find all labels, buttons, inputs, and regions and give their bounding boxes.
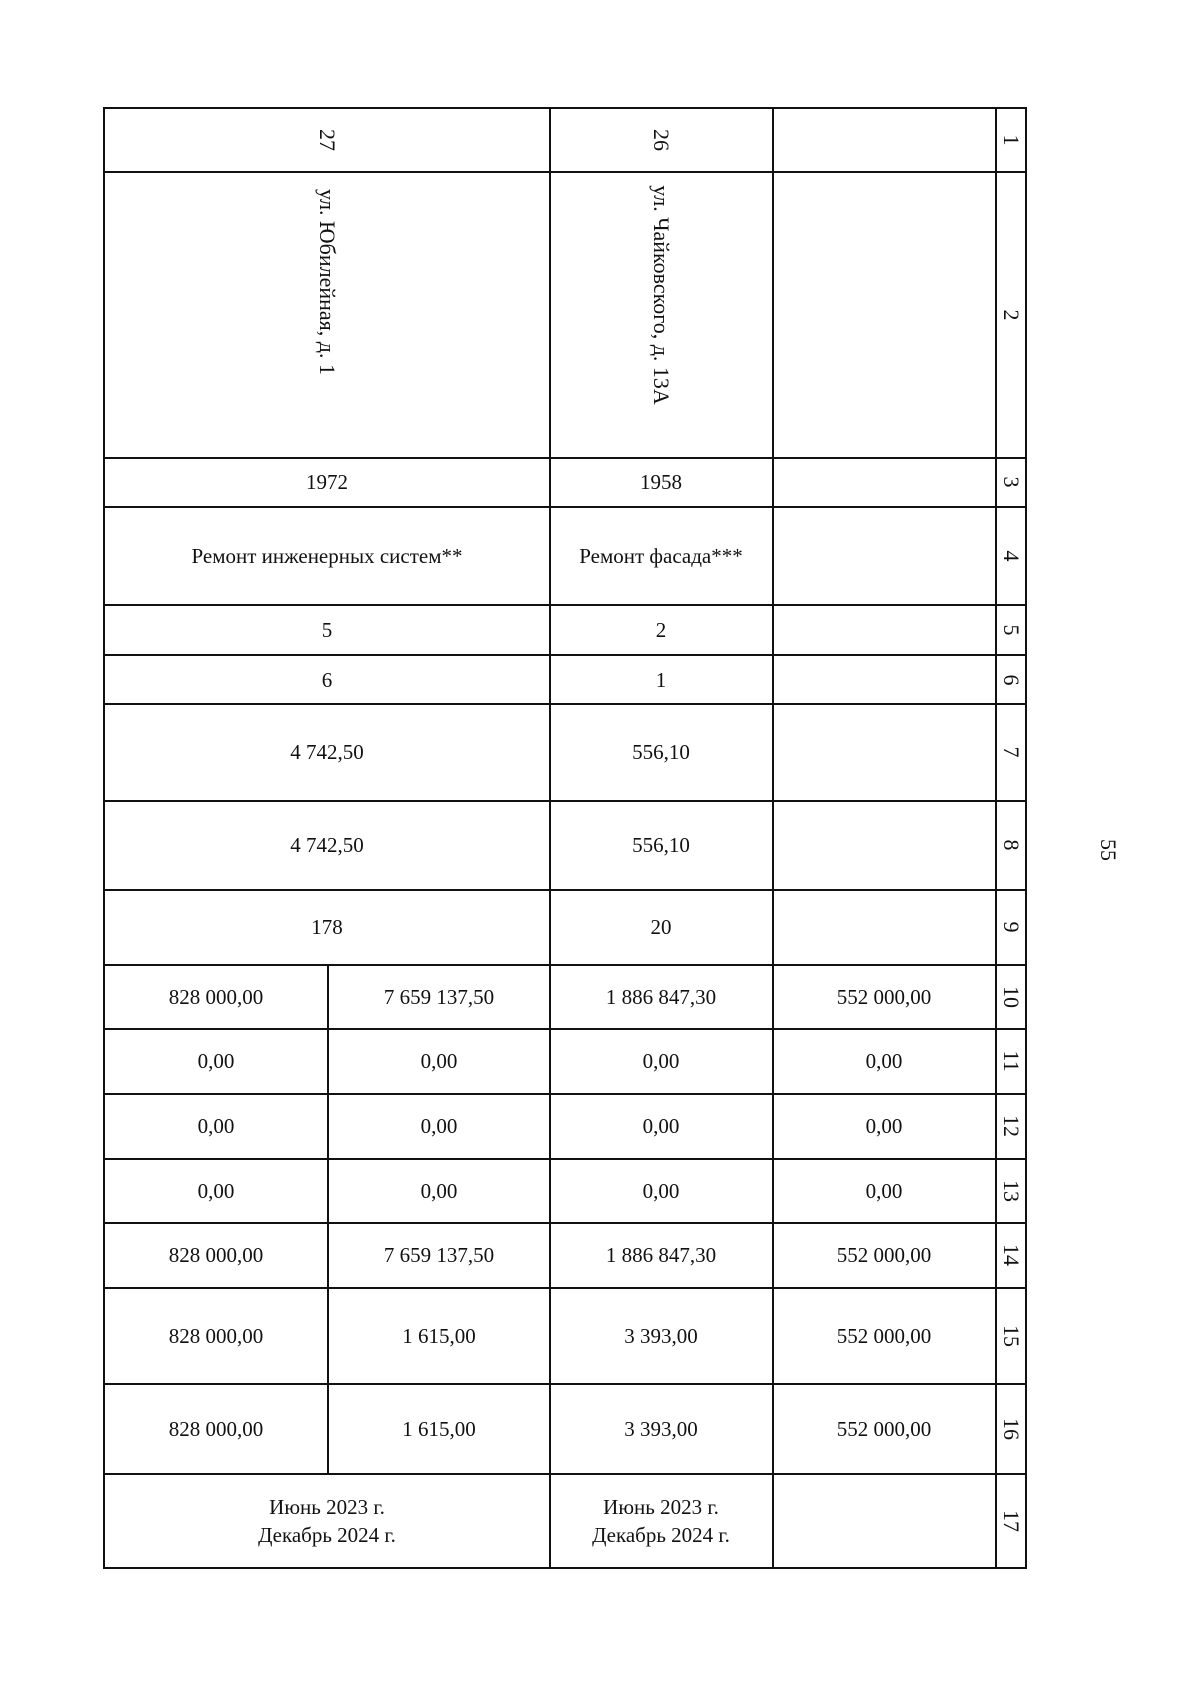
entry-27-row11-b: 0,00 xyxy=(420,1049,458,1073)
column-number-14: 14 xyxy=(999,1244,1024,1266)
entry-27-floors: 5 xyxy=(321,618,333,642)
column-number-17: 17 xyxy=(999,1510,1024,1532)
entry-27-row10-b: 7 659 137,50 xyxy=(383,985,495,1009)
entry-26-year: 1958 xyxy=(640,470,682,494)
column-number-12: 12 xyxy=(999,1115,1024,1137)
column-number-6: 6 xyxy=(999,674,1024,686)
column-number-10: 10 xyxy=(999,986,1024,1008)
entry-26-row10: 1 886 847,30 xyxy=(605,985,717,1009)
column-number-13: 13 xyxy=(999,1180,1024,1202)
entry-26-row11: 0,00 xyxy=(642,1049,680,1073)
entry-26-row13: 0,00 xyxy=(642,1179,680,1203)
entry-27-row13-b: 0,00 xyxy=(420,1179,458,1203)
column-number-4: 4 xyxy=(999,550,1024,562)
entry-27-year: 1972 xyxy=(306,470,348,494)
right-row14: 552 000,00 xyxy=(836,1243,932,1267)
right-row11: 0,00 xyxy=(865,1049,903,1073)
entry-27-row12-a: 0,00 xyxy=(197,1114,235,1138)
entry-27-entrances: 6 xyxy=(321,668,333,692)
entry-27-row14-b: 7 659 137,50 xyxy=(383,1243,495,1267)
entry-27-row16-b: 1 615,00 xyxy=(402,1417,476,1441)
entry-26-row15: 3 393,00 xyxy=(624,1324,698,1348)
entry-27-row10-a: 828 000,00 xyxy=(168,985,264,1009)
entry-27-area-total: 4 742,50 xyxy=(290,740,364,764)
column-number-15: 15 xyxy=(999,1325,1024,1347)
right-row13: 0,00 xyxy=(865,1179,903,1203)
entry-27-row16-a: 828 000,00 xyxy=(168,1417,264,1441)
entry-26-address: ул. Чайковского, д. 13А xyxy=(649,185,674,405)
entry-26-residents: 20 xyxy=(650,915,672,939)
entry-27-dates: Июнь 2023 г. Декабрь 2024 г. xyxy=(258,1495,396,1547)
entry-27-number: 27 xyxy=(315,129,340,151)
column-number-9: 9 xyxy=(999,921,1024,933)
entry-27-area-living: 4 742,50 xyxy=(290,833,364,857)
entry-26-number: 26 xyxy=(649,129,674,151)
right-row16: 552 000,00 xyxy=(836,1417,932,1441)
entry-26-row12: 0,00 xyxy=(642,1114,680,1138)
entry-27-row12-b: 0,00 xyxy=(420,1114,458,1138)
column-number-2: 2 xyxy=(999,309,1024,321)
entry-27-address: ул. Юбилейная, д. 1 xyxy=(315,189,340,375)
entry-27-work-type: Ремонт инженерных систем** xyxy=(191,544,463,568)
column-number-5: 5 xyxy=(999,624,1024,636)
entry-26-row16: 3 393,00 xyxy=(624,1417,698,1441)
entry-26-entrances: 1 xyxy=(655,668,667,692)
column-number-8: 8 xyxy=(999,839,1024,851)
entry-27-row15-a: 828 000,00 xyxy=(168,1324,264,1348)
entry-27-row14-a: 828 000,00 xyxy=(168,1243,264,1267)
entry-27-residents: 178 xyxy=(311,915,343,939)
right-row15: 552 000,00 xyxy=(836,1324,932,1348)
entry-26-area-total: 556,10 xyxy=(632,740,690,764)
entry-27-row11-a: 0,00 xyxy=(197,1049,235,1073)
entry-26-area-living: 556,10 xyxy=(632,833,690,857)
column-number-1: 1 xyxy=(999,134,1024,146)
entry-26-work-type: Ремонт фасада*** xyxy=(579,544,743,568)
entry-27-row15-b: 1 615,00 xyxy=(402,1324,476,1348)
entry-27-row13-a: 0,00 xyxy=(197,1179,235,1203)
entry-26-dates: Июнь 2023 г. Декабрь 2024 г. xyxy=(592,1495,730,1547)
column-number-3: 3 xyxy=(999,476,1024,488)
right-row12: 0,00 xyxy=(865,1114,903,1138)
column-number-7: 7 xyxy=(999,746,1024,758)
entry-26-floors: 2 xyxy=(655,618,667,642)
entry-26-row14: 1 886 847,30 xyxy=(605,1243,717,1267)
column-number-11: 11 xyxy=(999,1050,1024,1072)
column-number-16: 16 xyxy=(999,1418,1024,1440)
page-number: 55 xyxy=(1096,839,1121,861)
right-row10: 552 000,00 xyxy=(836,985,932,1009)
